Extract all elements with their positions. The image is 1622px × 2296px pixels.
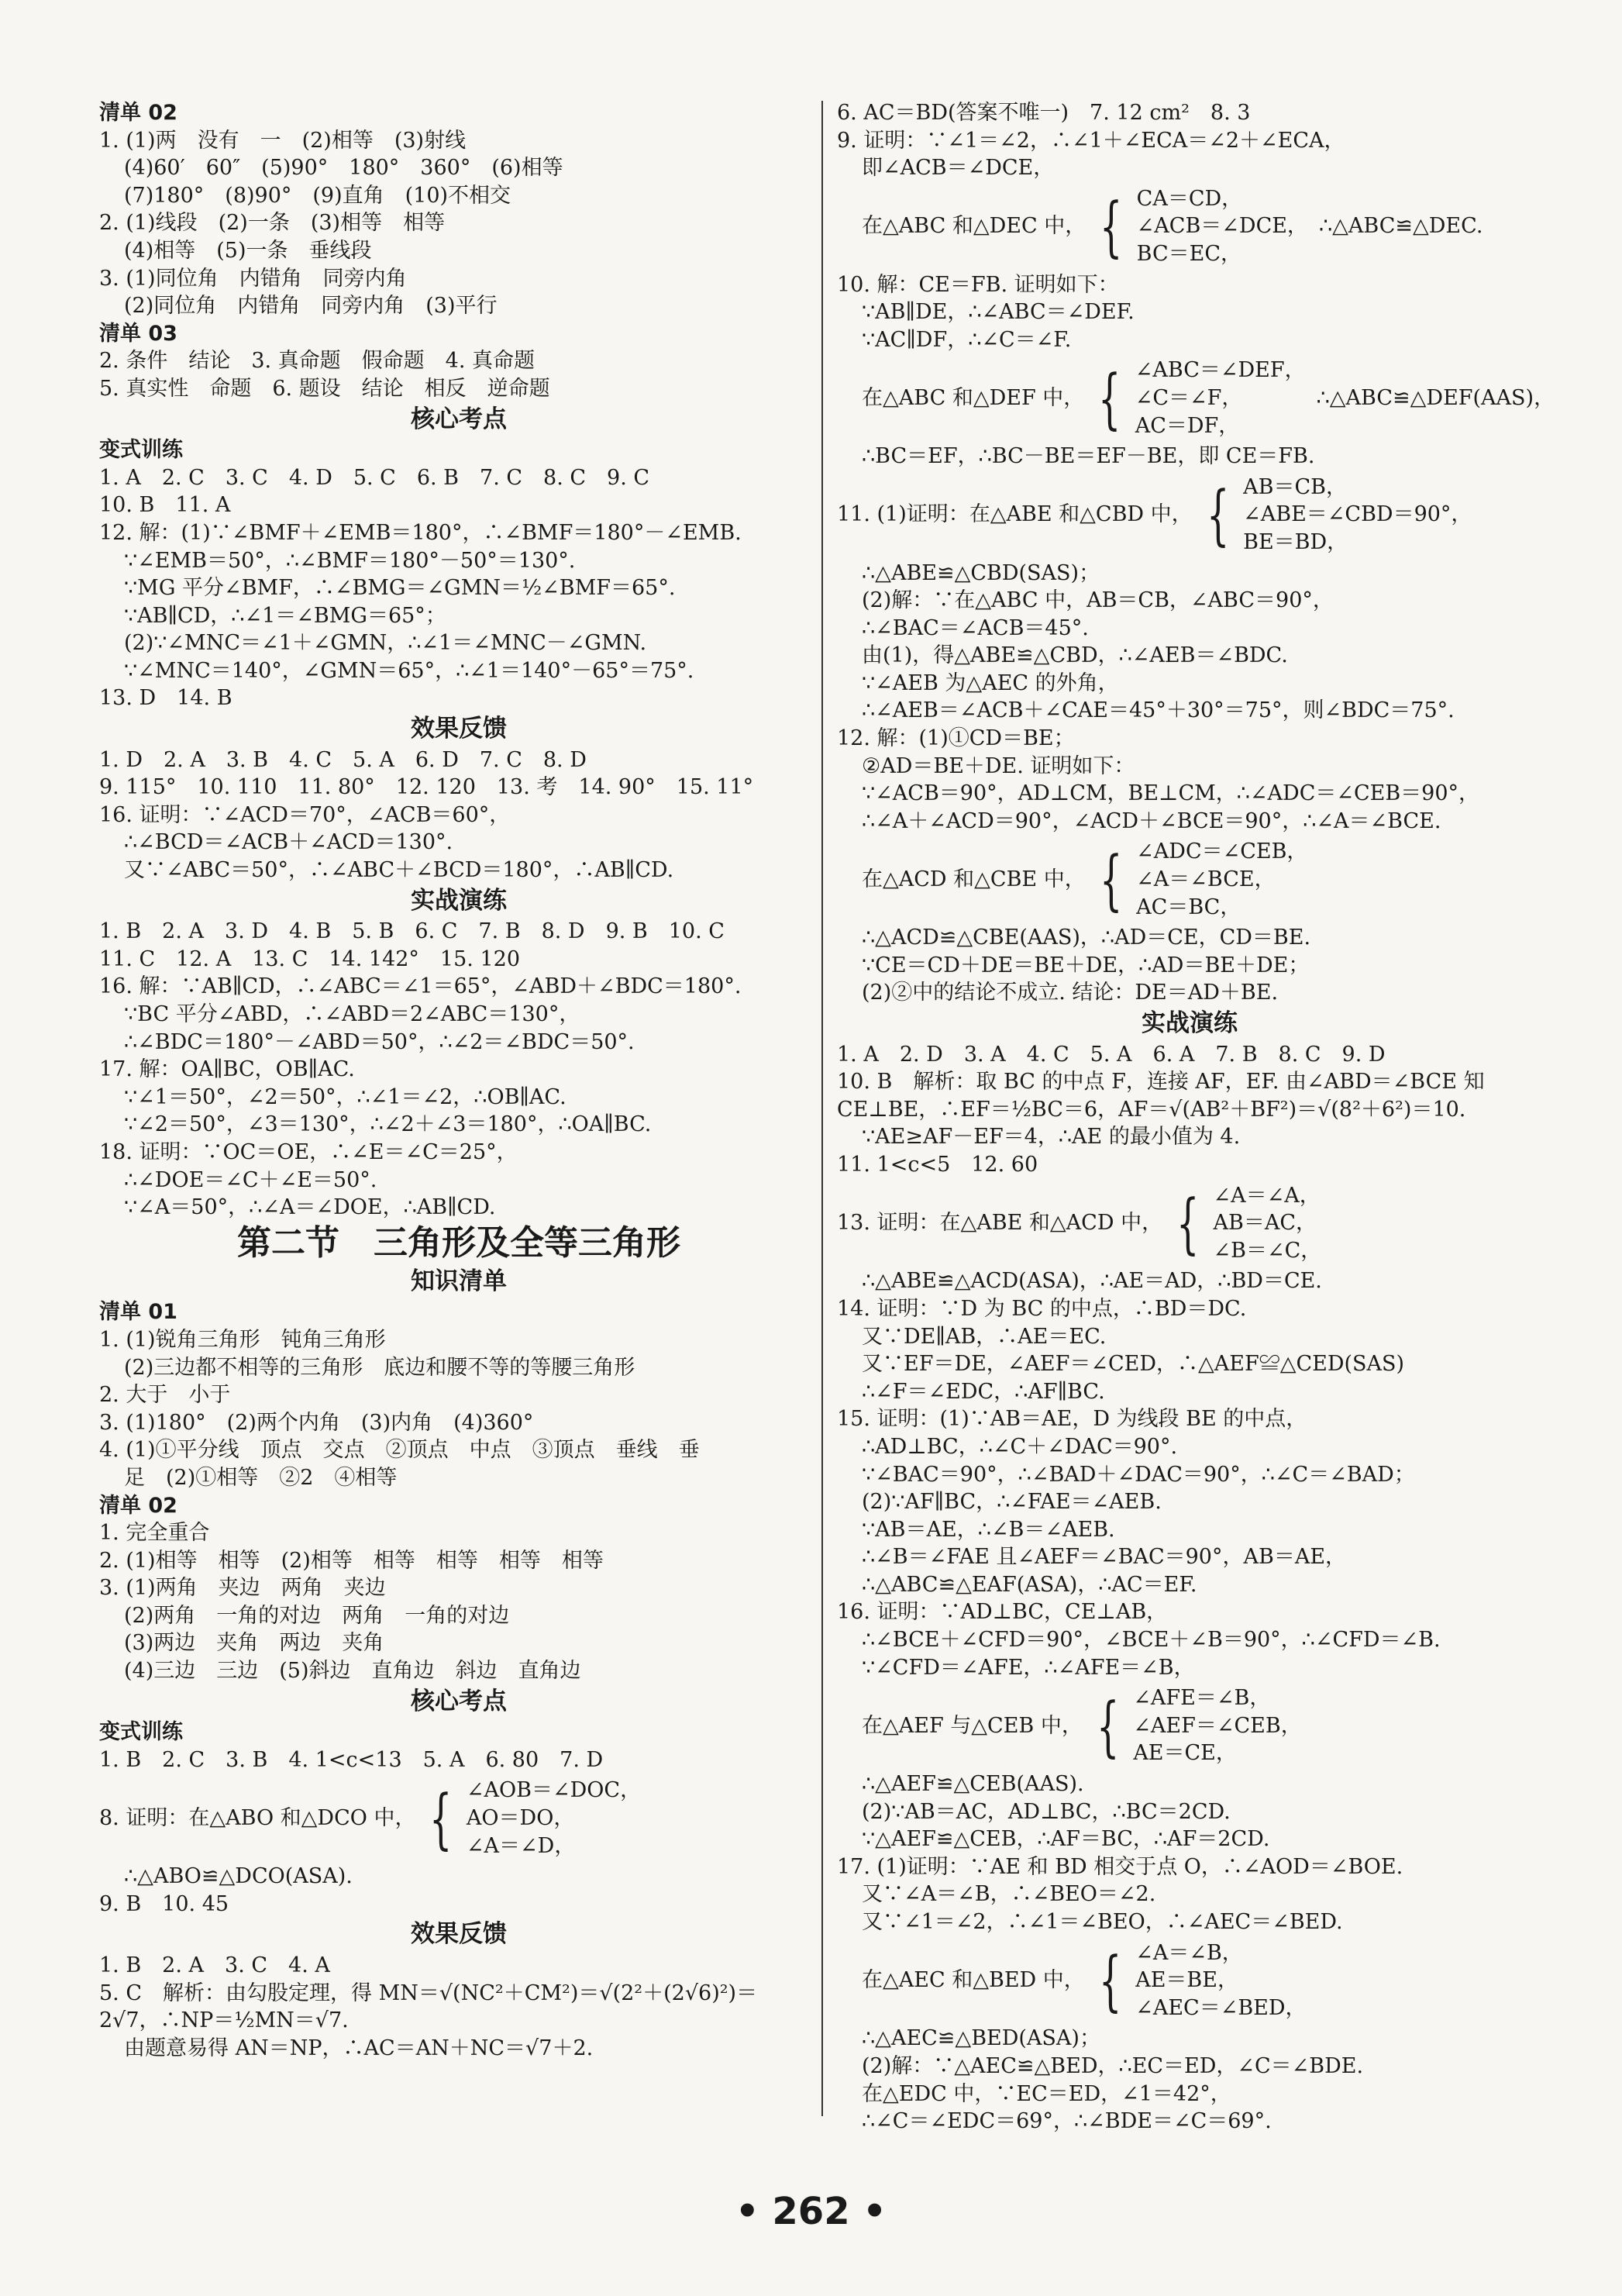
answer-line: ∴∠BDC＝180°－∠ABD＝50°，∴∠2＝∠BDC＝50°. xyxy=(124,1029,635,1054)
system-conditions xyxy=(1133,1684,1301,1767)
condition: ∠C＝∠F， xyxy=(1135,385,1243,410)
answer-line: 1. A 2. C 3. C 4. D 5. C 6. B 7. C 8. C 9. C xyxy=(99,465,650,490)
answer-line: ∴△AEF≌△CEB(AAS). xyxy=(862,1772,1084,1797)
answer-line: ∵CE＝CD＋DE＝BE＋DE，∴AD＝BE＋DE； xyxy=(862,953,1310,977)
condition: AB＝AC， xyxy=(1213,1211,1317,1236)
answer-line: 又∵EF＝DE，∠AEF＝∠CED，∴△AEF≌△CED(SAS) xyxy=(862,1352,1405,1377)
condition: ∠AFE＝∠B， xyxy=(1133,1686,1271,1711)
answer-line: 14. 证明：∵D 为 BC 的中点，∴BD＝DC. xyxy=(837,1296,1247,1321)
left-column xyxy=(99,99,818,2062)
list-heading: 清单 02 xyxy=(99,1493,177,1518)
answer-line: 又∵∠A＝∠B，∴∠BEO＝∠2. xyxy=(862,1882,1156,1907)
section-heading: 实战演练 xyxy=(411,886,507,915)
left-brace-icon: { xyxy=(429,1780,453,1856)
answer-line: 13. D 14. B xyxy=(99,686,232,711)
answer-line: 在△EDC 中，∵EC＝ED，∠1＝42°， xyxy=(862,2081,1231,2106)
chapter-title: 第二节 三角形及全等三角形 xyxy=(237,1222,680,1263)
answer-line: (2)∵AF∥BC，∴∠FAE＝∠AEB. xyxy=(862,1490,1162,1515)
condition: AC＝BC， xyxy=(1136,895,1241,919)
answer-line: 15. 证明：(1)∵AB＝AE，D 为线段 BE 的中点， xyxy=(837,1407,1307,1432)
equation-system xyxy=(837,357,1555,440)
answer-line: (4)60′ 60″ (5)90° 180° 360° (6)相等 xyxy=(124,156,563,181)
answer-line: ∴∠BCE＋∠CFD＝90°，∠BCE＋∠B＝90°，∴∠CFD＝∠B. xyxy=(862,1628,1441,1653)
left-brace-icon: { xyxy=(1100,188,1123,265)
answer-line: 16. 证明：∵AD⊥BC，CE⊥AB， xyxy=(837,1600,1168,1625)
answer-line: ∵∠ACB＝90°，AD⊥CM，BE⊥CM，∴∠ADC＝∠CEB＝90°， xyxy=(862,781,1480,806)
list-heading: 清单 01 xyxy=(99,1300,177,1325)
answer-line: 16. 证明：∵∠ACD＝70°，∠ACB＝60°， xyxy=(99,802,511,827)
answer-line: CE⊥BE，∴EF＝½BC＝6，AF＝√(AB²＋BF²)＝√(8²＋6²)＝10. xyxy=(837,1097,1466,1122)
section-heading: 核心考点 xyxy=(411,1687,507,1715)
answer-line: (4)相等 (5)一条 垂线段 xyxy=(124,238,372,263)
answer-line: (2)∵∠MNC＝∠1＋∠GMN，∴∠1＝∠MNC－∠GMN. xyxy=(124,631,647,656)
answer-line: ∴△ABE≌△ACD(ASA)，∴AE＝AD，∴BD＝CE. xyxy=(862,1269,1322,1294)
condition: CA＝CD， xyxy=(1136,186,1243,211)
answer-line: ∵MG 平分∠BMF，∴∠BMG＝∠GMN＝½∠BMF＝65°. xyxy=(124,576,676,601)
answer-line: (4)三边 三边 (5)斜边 直角边 斜边 直角边 xyxy=(124,1659,581,1684)
left-brace-icon: { xyxy=(1098,360,1121,436)
system-lead: 8. 证明：在△ABO 和△DCO 中， xyxy=(99,1806,416,1831)
answer-line: ∵∠BAC＝90°，∴∠BAD＋∠DAC＝90°，∴∠C＝∠BAD； xyxy=(862,1462,1415,1487)
condition: ∠AOB＝∠DOC， xyxy=(466,1778,642,1803)
answer-line: ∵AB∥DE，∴∠ABC＝∠DEF. xyxy=(862,300,1135,325)
condition: AO＝DO， xyxy=(466,1806,575,1831)
equation-system xyxy=(99,1777,818,1860)
answer-line: (3)两边 夹角 两边 夹角 xyxy=(124,1631,384,1656)
answer-line: ∵∠MNC＝140°，∠GMN＝65°，∴∠1＝140°－65°＝75°. xyxy=(124,658,694,683)
answer-line: 12. 解：(1)∵∠BMF＋∠EMB＝180°，∴∠BMF＝180°－∠EMB. xyxy=(99,520,742,545)
answer-line: 17. 解：OA∥BC，OB∥AC. xyxy=(99,1057,355,1082)
condition: ∠A＝∠B， xyxy=(1135,1940,1243,1965)
condition: ∠A＝∠A， xyxy=(1213,1183,1321,1208)
answer-line: 1. B 2. A 3. C 4. A xyxy=(99,1953,330,1977)
answer-line: ∴∠AEB＝∠ACB＋∠CAE＝45°＋30°＝75°，则∠BDC＝75°. xyxy=(862,698,1455,723)
answer-line: ∴∠A＋∠ACD＝90°，∠ACD＋∠BCE＝90°，∴∠A＝∠BCE. xyxy=(862,808,1441,833)
answer-line: ∴∠F＝∠EDC，∴AF∥BC. xyxy=(862,1379,1105,1404)
condition: ∠ADC＝∠CEB， xyxy=(1136,839,1308,864)
left-brace-icon: { xyxy=(1206,477,1230,553)
answer-line: ∵∠EMB＝50°，∴∠BMF＝180°－50°＝130°. xyxy=(124,548,576,573)
answer-line: ∴∠DOE＝∠C＋∠E＝50°. xyxy=(124,1167,377,1192)
answer-line: ∴BC＝EF，∴BC－BE＝EF－BE，即 CE＝FB. xyxy=(862,444,1315,469)
system-conditions xyxy=(1135,357,1306,440)
answer-line: ∴△ABO≌△DCO(ASA). xyxy=(124,1864,353,1889)
answer-line: 2. 条件 结论 3. 真命题 假命题 4. 真命题 xyxy=(99,349,536,374)
answer-line: 2√7，∴NP＝½MN＝√7. xyxy=(99,2008,349,2033)
right-column xyxy=(837,99,1555,2136)
section-heading: 知识清单 xyxy=(411,1267,507,1295)
answer-line: 10. B 11. A xyxy=(99,493,231,518)
condition: ∠AEC＝∠BED， xyxy=(1135,1995,1307,2020)
condition: ∠A＝∠D， xyxy=(466,1833,576,1858)
answer-line: ∵AB∥CD，∴∠1＝∠BMG＝65°； xyxy=(124,603,446,628)
answer-line: 即∠ACB＝∠DCE， xyxy=(862,156,1055,181)
answer-line: 1. (1)两 没有 一 (2)相等 (3)射线 xyxy=(99,128,467,153)
answer-line: (2)三边都不相等的三角形 底边和腰不等的等腰三角形 xyxy=(124,1355,635,1380)
answer-line: (2)∵AB＝AC，AD⊥BC，∴BC＝2CD. xyxy=(862,1799,1231,1824)
left-brace-icon: { xyxy=(1176,1184,1200,1261)
condition: BE＝BD， xyxy=(1243,529,1348,554)
answer-line: 10. B 解析：取 BC 的中点 F，连接 AF，EF. 由∠ABD＝∠BCE 知 xyxy=(837,1070,1485,1095)
answer-line: ∵∠CFD＝∠AFE，∴∠AFE＝∠B， xyxy=(862,1655,1195,1680)
answer-line: ∴△ACD≌△CBE(AAS)，∴AD＝CE，CD＝BE. xyxy=(862,926,1311,950)
condition: ∠ABC＝∠DEF， xyxy=(1135,358,1306,383)
answer-line: 1. D 2. A 3. B 4. C 5. A 6. D 7. C 8. D xyxy=(99,747,587,772)
answer-line: 3. (1)两角 夹边 两角 夹边 xyxy=(99,1576,386,1601)
left-brace-icon: { xyxy=(1098,1942,1122,2018)
answer-line: (2)②中的结论不成立. 结论：DE＝AD＋BE. xyxy=(862,981,1279,1005)
answer-line: 1. 完全重合 xyxy=(99,1521,210,1546)
answer-line: 2. (1)相等 相等 (2)相等 相等 相等 相等 相等 xyxy=(99,1548,604,1573)
answer-line: 2. (1)线段 (2)一条 (3)相等 相等 xyxy=(99,211,446,236)
answer-line: 6. AC＝BD(答案不唯一) 7. 12 cm² 8. 3 xyxy=(837,101,1251,125)
answer-line: 2. 大于 小于 xyxy=(99,1383,231,1408)
answer-line: ∵△AEF≌△CEB，∴AF＝BC，∴AF＝2CD. xyxy=(862,1827,1270,1852)
system-lead: 在△AEF 与△CEB 中， xyxy=(862,1713,1083,1738)
answer-line: ②AD＝BE＋DE. 证明如下： xyxy=(862,753,1135,778)
answer-line: (2)解：∵△AEC≌△BED，∴EC＝ED，∠C＝∠BDE. xyxy=(862,2053,1364,2078)
condition: ∠B＝∠C， xyxy=(1213,1238,1322,1263)
equation-system xyxy=(837,1684,1542,1767)
system-conditions xyxy=(1214,1182,1322,1265)
answer-line: 17. (1)证明：∵AE 和 BD 相交于点 O，∴∠AOD＝∠BOE. xyxy=(837,1854,1403,1879)
answer-line: ∵AB＝AE，∴∠B＝∠AEB. xyxy=(862,1517,1115,1542)
list-heading: 清单 03 xyxy=(99,321,177,346)
answer-line: 9. 证明：∵∠1＝∠2，∴∠1＋∠ECA＝∠2＋∠ECA， xyxy=(837,128,1345,153)
answer-line: 由(1)，得△ABE≌△CBD，∴∠AEB＝∠BDC. xyxy=(862,643,1288,668)
system-conditions xyxy=(467,1777,641,1860)
answer-line: 5. C 解析：由勾股定理，得 MN＝√(NC²＋CM²)＝√(2²＋(2√6)²)＝ xyxy=(99,1981,758,2005)
answer-line: 3. (1)同位角 内错角 同旁内角 xyxy=(99,266,407,291)
answer-line: 1. B 2. A 3. D 4. B 5. B 6. C 7. B 8. D 9. B 10. C xyxy=(99,919,725,944)
system-conditions xyxy=(1135,1939,1306,2022)
answer-line: ∵∠AEB 为△AEC 的外角， xyxy=(862,671,1119,695)
sub-heading: 变式训练 xyxy=(99,438,183,463)
sub-heading: 变式训练 xyxy=(99,1720,183,1745)
equation-system xyxy=(837,1182,1542,1265)
system-lead: 13. 证明：在△ABE 和△ACD 中， xyxy=(837,1211,1163,1236)
answer-line: ∵BC 平分∠ABD，∴∠ABD＝2∠ABC＝130°， xyxy=(124,1002,580,1026)
system-conditions xyxy=(1243,474,1472,557)
system-lead: 在△ABC 和△DEC 中， xyxy=(862,214,1086,239)
answer-line: 1. A 2. D 3. A 4. C 5. A 6. A 7. B 8. C 9. D xyxy=(837,1042,1386,1067)
answer-line: 18. 证明：∵OC＝OE，∴∠E＝∠C＝25°， xyxy=(99,1139,518,1164)
equation-system xyxy=(837,185,1542,268)
section-heading: 效果反馈 xyxy=(411,715,507,743)
system-conditions xyxy=(1136,838,1307,921)
section-heading: 核心考点 xyxy=(411,405,507,433)
answer-line: ∴AD⊥BC，∴∠C＋∠DAC＝90°. xyxy=(862,1434,1178,1459)
answer-line: 由题意易得 AN＝NP，∴AC＝AN＋NC＝√7＋2. xyxy=(124,2036,594,2060)
condition: AE＝BE， xyxy=(1135,1968,1238,1993)
answer-line: ∴∠BAC＝∠ACB＝45°. xyxy=(862,615,1089,640)
list-heading: 清单 02 xyxy=(99,101,177,125)
answer-line: 1. (1)锐角三角形 钝角三角形 xyxy=(99,1327,386,1352)
condition: AC＝DF， xyxy=(1135,413,1240,438)
answer-line: 3. (1)180° (2)两个内角 (3)内角 (4)360° xyxy=(99,1410,534,1435)
answer-line: 9. 115° 10. 110 11. 80° 12. 120 13. 考 14. 90° 15. 11° xyxy=(99,775,754,800)
section-heading: 效果反馈 xyxy=(411,1920,507,1949)
column-divider xyxy=(821,101,823,2116)
condition: ∠AEF＝∠CEB， xyxy=(1133,1713,1302,1738)
answer-line: ∴△AEC≌△BED(ASA)； xyxy=(862,2026,1100,2051)
answer-line: 又∵DE∥AB，∴AE＝EC. xyxy=(862,1324,1107,1349)
system-lead: 在△ABC 和△DEF 中， xyxy=(862,385,1085,410)
answer-line: ∵∠1＝50°，∠2＝50°，∴∠1＝∠2，∴OB∥AC. xyxy=(124,1084,566,1109)
answer-line: ∴∠BCD＝∠ACB＋∠ACD＝130°. xyxy=(124,830,453,855)
system-lead: 在△AEC 和△BED 中， xyxy=(862,1968,1085,1993)
section-heading: 实战演练 xyxy=(1142,1009,1238,1037)
answer-line: ∵AC∥DF，∴∠C＝∠F. xyxy=(862,327,1072,352)
answer-line: 又∵∠1＝∠2，∴∠1＝∠BEO，∴∠AEC＝∠BED. xyxy=(862,1910,1343,1934)
equation-system xyxy=(837,838,1542,921)
answer-line: 10. 解：CE＝FB. 证明如下： xyxy=(837,272,1119,297)
left-brace-icon: { xyxy=(1099,841,1123,918)
answer-line: ∴∠B＝∠FAE 且∠AEF＝∠BAC＝90°，AB＝AE， xyxy=(862,1545,1347,1570)
answer-line: ∴∠C＝∠EDC＝69°，∴∠BDE＝∠C＝69°. xyxy=(862,2109,1272,2134)
condition: AE＝CE， xyxy=(1133,1741,1237,1766)
answer-line: (2)解：∵在△ABC 中，AB＝CB，∠ABC＝90°， xyxy=(862,588,1334,613)
answer-line: 又∵∠ABC＝50°，∴∠ABC＋∠BCD＝180°，∴AB∥CD. xyxy=(124,858,674,883)
system-lead: 11. (1)证明：在△ABE 和△CBD 中， xyxy=(837,502,1193,527)
answer-line: 1. B 2. C 3. B 4. 1<c<13 5. A 6. 80 7. D xyxy=(99,1747,604,1772)
condition: ∠A＝∠BCE， xyxy=(1136,867,1276,892)
equation-system xyxy=(837,1939,1542,2022)
answer-line: 4. (1)①平分线 顶点 交点 ②顶点 中点 ③顶点 垂线 垂 xyxy=(99,1438,700,1463)
condition: ∠ABE＝∠CBD＝90°， xyxy=(1243,502,1472,527)
answer-line: 16. 解：∵AB∥CD，∴∠ABC＝∠1＝65°，∠ABD＋∠BDC＝180°. xyxy=(99,974,742,999)
page-number: • 262 • xyxy=(735,2190,887,2233)
answer-line: ∴△ABC≌△EAF(ASA)，∴AC＝EF. xyxy=(862,1572,1197,1597)
answer-line: ∴△ABE≌△CBD(SAS)； xyxy=(862,560,1100,585)
condition: ∠ACB＝∠DCE， xyxy=(1136,214,1308,239)
answer-line: 12. 解：(1)①CD＝BE； xyxy=(837,726,1075,751)
equation-system xyxy=(837,474,1542,557)
answer-line: ∵AE≥AF－EF＝4，∴AE 的最小值为 4. xyxy=(862,1125,1241,1150)
system-lead: 在△ACD 和△CBE 中， xyxy=(862,867,1086,892)
system-result: ∴△ABC≌△DEF(AAS)， xyxy=(1316,385,1555,410)
system-conditions xyxy=(1137,185,1308,268)
condition: BC＝EC， xyxy=(1136,241,1242,266)
answer-line: ∵∠2＝50°，∠3＝130°，∴∠2＋∠3＝180°，∴OA∥BC. xyxy=(124,1112,652,1137)
system-result: ∴△ABC≌△DEC. xyxy=(1318,214,1483,239)
answer-line: (7)180° (8)90° (9)直角 (10)不相交 xyxy=(124,183,511,208)
answer-line: 5. 真实性 命题 6. 题设 结论 相反 逆命题 xyxy=(99,376,550,401)
answer-line: (2)同位角 内错角 同旁内角 (3)平行 xyxy=(124,294,498,319)
answer-line: (2)两角 一角的对边 两角 一角的对边 xyxy=(124,1603,510,1628)
condition: AB＝CB， xyxy=(1243,474,1347,499)
answer-line: ∵∠A＝50°，∴∠A＝∠DOE，∴AB∥CD. xyxy=(124,1195,496,1220)
left-brace-icon: { xyxy=(1096,1688,1120,1764)
answer-line: 11. 1<c<5 12. 60 xyxy=(837,1152,1038,1177)
answer-line: 11. C 12. A 13. C 14. 142° 15. 120 xyxy=(99,946,520,971)
answer-line: 足 (2)①相等 ②2 ④相等 xyxy=(124,1465,398,1490)
answer-line: 9. B 10. 45 xyxy=(99,1891,229,1916)
